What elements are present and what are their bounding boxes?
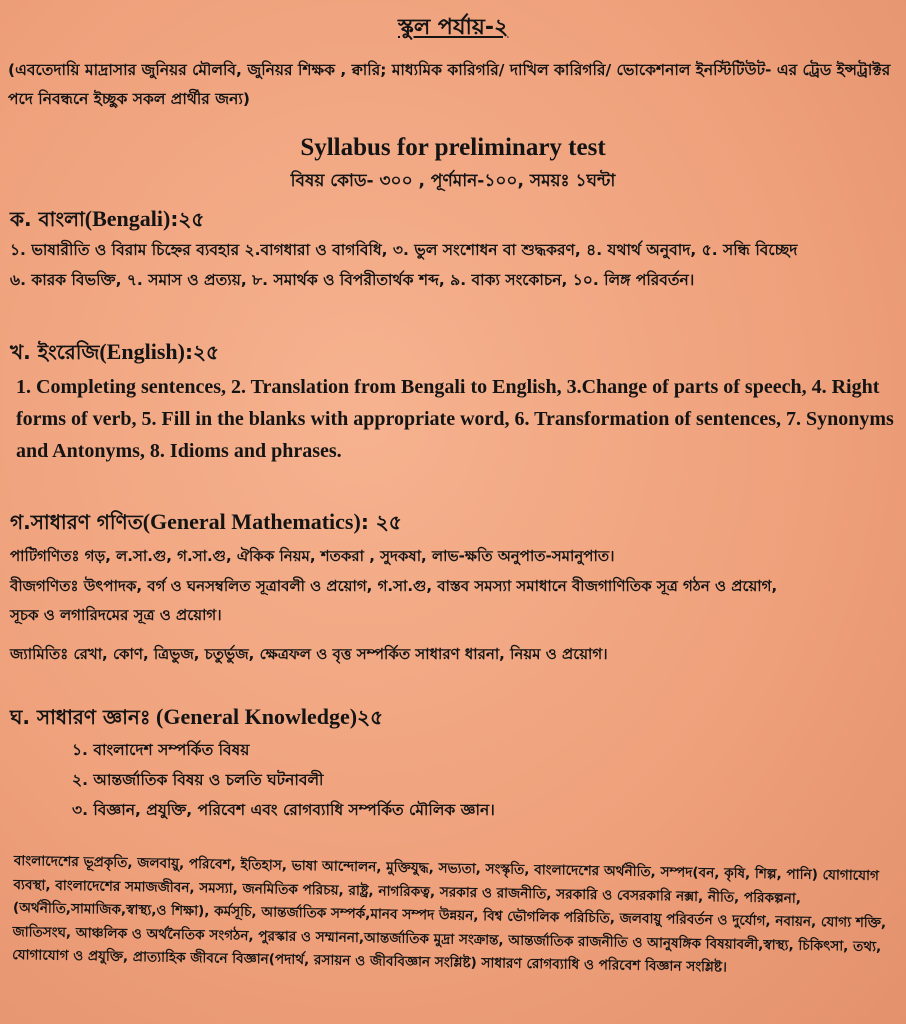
gk-item: ২. আন্তর্জাতিক বিষয় ও চলতি ঘটনাবলী (72, 771, 324, 789)
heading-bn: খ. ইংরেজি (10, 340, 100, 364)
section-heading-bengali (10, 205, 204, 238)
gk-detail-paragraph: বাংলাদেশের ভূপ্রকৃতি, জলবায়ু, পরিবেশ, ইতিহাস, ভাষা আন্দোলন, মুক্তিযুদ্ধ, সভ্যতা, সংস্কৃতি, বাংলাদেশের অর্থনীতি, সম্পদ(বন, কৃষি, শিল্প, পানি) যোগাযোগ ব্যবস্থা, বাংলাদেশের সমাজজীবন, সমস্যা, জনমিতিক পরিচয়, রাষ্ট্র, নাগরিকত্ব, সরকার ও রাজনীতি, সরকারি ও বেসরকারি নক্সা, নীতি, পরিকল্পনা, (অর্থনীতি,সামাজিক,স্বাস্থ্য,ও শিক্ষা), কর্মসূচি, আন্তর্জাতিক সম্পর্ক,মানব সম্পদ উন্নয়ন, বিশ্ব ভৌগলিক পরিচিতি, জলবায়ু পরিবর্তন ও দুর্যোগ, নবায়ন, যোগ্য শক্তি, জাতিসংঘ, আঞ্চলিক ও অর্থনৈতিক সংগঠন, পুরস্কার ও সম্মাননা,আন্তর্জাতিক মুদ্রা সংক্রান্ত, আন্তর্জাতিক রাজনীতি ও আনুষঙ্গিক বিষয়াবলী,স্বাস্থ্য, চিকিৎসা, তথ্য, যোগাযোগ ও প্রযুক্তি, প্রাত্যাহিক জীবনে বিজ্ঞান(পদার্থ, রসায়ন ও জীববিজ্ঞান সংশ্লিষ্ট) সাধারণ রোগব্যাধি ও পরিবেশ বিজ্ঞান সংশ্লিষ্ট। (12, 852, 887, 976)
math-geometry: জ্যামিতিঃ রেখা, কোণ, ত্রিভুজ, চতুর্ভুজ, ক্ষেত্রফল ও বৃত্ত সম্পর্কিত সাধারণ ধারনা, নিয়ম ও প্রয়োগ। (10, 645, 608, 663)
bengali-topics-line-1: ১. ভাষারীতি ও বিরাম চিহ্নের ব্যবহার ২.বাগধারা ও বাগবিধি, ৩. ভুল সংশোধন বা শুদ্ধকরণ, ৪. যথার্থ অনুবাদ, ৫. সন্ধি বিচ্ছেদ (10, 241, 798, 259)
english-topics: 1. Completing sentences, 2. Translation from Bengali to English, 3.Change of parts of speech, 4. Right forms of verb, 5. Fill in the blanks with appropriate word, 6. Transformation of sentences, 7. Synonyms and Antonyms, 8. Idioms and phrases. (16, 376, 894, 462)
math-algebra-line-2: সূচক ও লগারিদমের সূত্র ও প্রয়োগ। (10, 606, 222, 624)
heading-en: (English) (99, 339, 185, 364)
section-heading-english (10, 338, 219, 371)
gk-item: ৩. বিজ্ঞান, প্রযুক্তি, পরিবেশ এবং রোগব্যাধি সম্পর্কিত মৌলিক জ্ঞান। (72, 801, 495, 819)
section-heading-math (10, 508, 402, 541)
heading-bn: গ.সাধারণ গণিত (10, 510, 143, 534)
math-arithmetic: পাটিগণিতঃ গড়, ল.সা.গু, গ.সা.গু, ঐকিক নিয়ম, শতকরা , সুদকষা, লাভ-ক্ষতি অনুপাত-সমানুপাত। (10, 547, 615, 565)
section-heading-gk (10, 703, 383, 736)
bengali-topics-line-2: ৬. কারক বিভক্তি, ৭. সমাস ও প্রত্যয়, ৮. সমার্থক ও বিপরীতার্থক শব্দ, ৯. বাক্য সংকোচন, ১০. লিঙ্গ পরিবর্তন। (10, 271, 695, 289)
page-subtitle: (এবতেদায়ি মাদ্রাসার জুনিয়র মৌলবি, জুনিয়র শিক্ষক , ক্বারি; মাধ্যমিক কারিগরি/ দাখিল কারিগরি/ ভোকেশনাল ইনস্টিটিউট- এর ট্রেড ইন্সট্রাক্টর পদে নিবন্ধনে ইচ্ছুক সকল প্রার্থীর জন্য) (8, 61, 891, 108)
heading-marks: ২৫ (357, 705, 384, 729)
heading-marks: :২৫ (184, 340, 219, 364)
heading-en: (General Knowledge) (150, 704, 358, 729)
heading-en: (Bengali) (84, 206, 171, 231)
heading-bn: ঘ. সাধারণ জ্ঞানঃ (10, 705, 151, 729)
page-title: স্কুল পর্যায়-২ (398, 15, 509, 40)
heading-marks: : ২৫ (360, 510, 402, 534)
exam-meta-line: বিষয় কোড- ৩০০ , পূর্ণমান-১০০, সময়ঃ ১ঘন্টা (290, 171, 616, 191)
gk-item: ১. বাংলাদেশ সম্পর্কিত বিষয় (72, 741, 250, 759)
heading-bn: ক. বাংলা (10, 207, 85, 231)
math-algebra-line-1: বীজগণিতঃ উৎপাদক, বর্গ ও ঘনসম্বলিত সূত্রাবলী ও প্রয়োগ, গ.সা.গু, বাস্তব সমস্যা সমাধানে বীজগাণিতিক সূত্র গঠন ও প্রয়োগ, (10, 577, 778, 595)
heading-marks: :২৫ (170, 207, 205, 231)
syllabus-title: Syllabus for preliminary test (300, 134, 606, 161)
heading-en: (General Mathematics) (142, 509, 361, 534)
